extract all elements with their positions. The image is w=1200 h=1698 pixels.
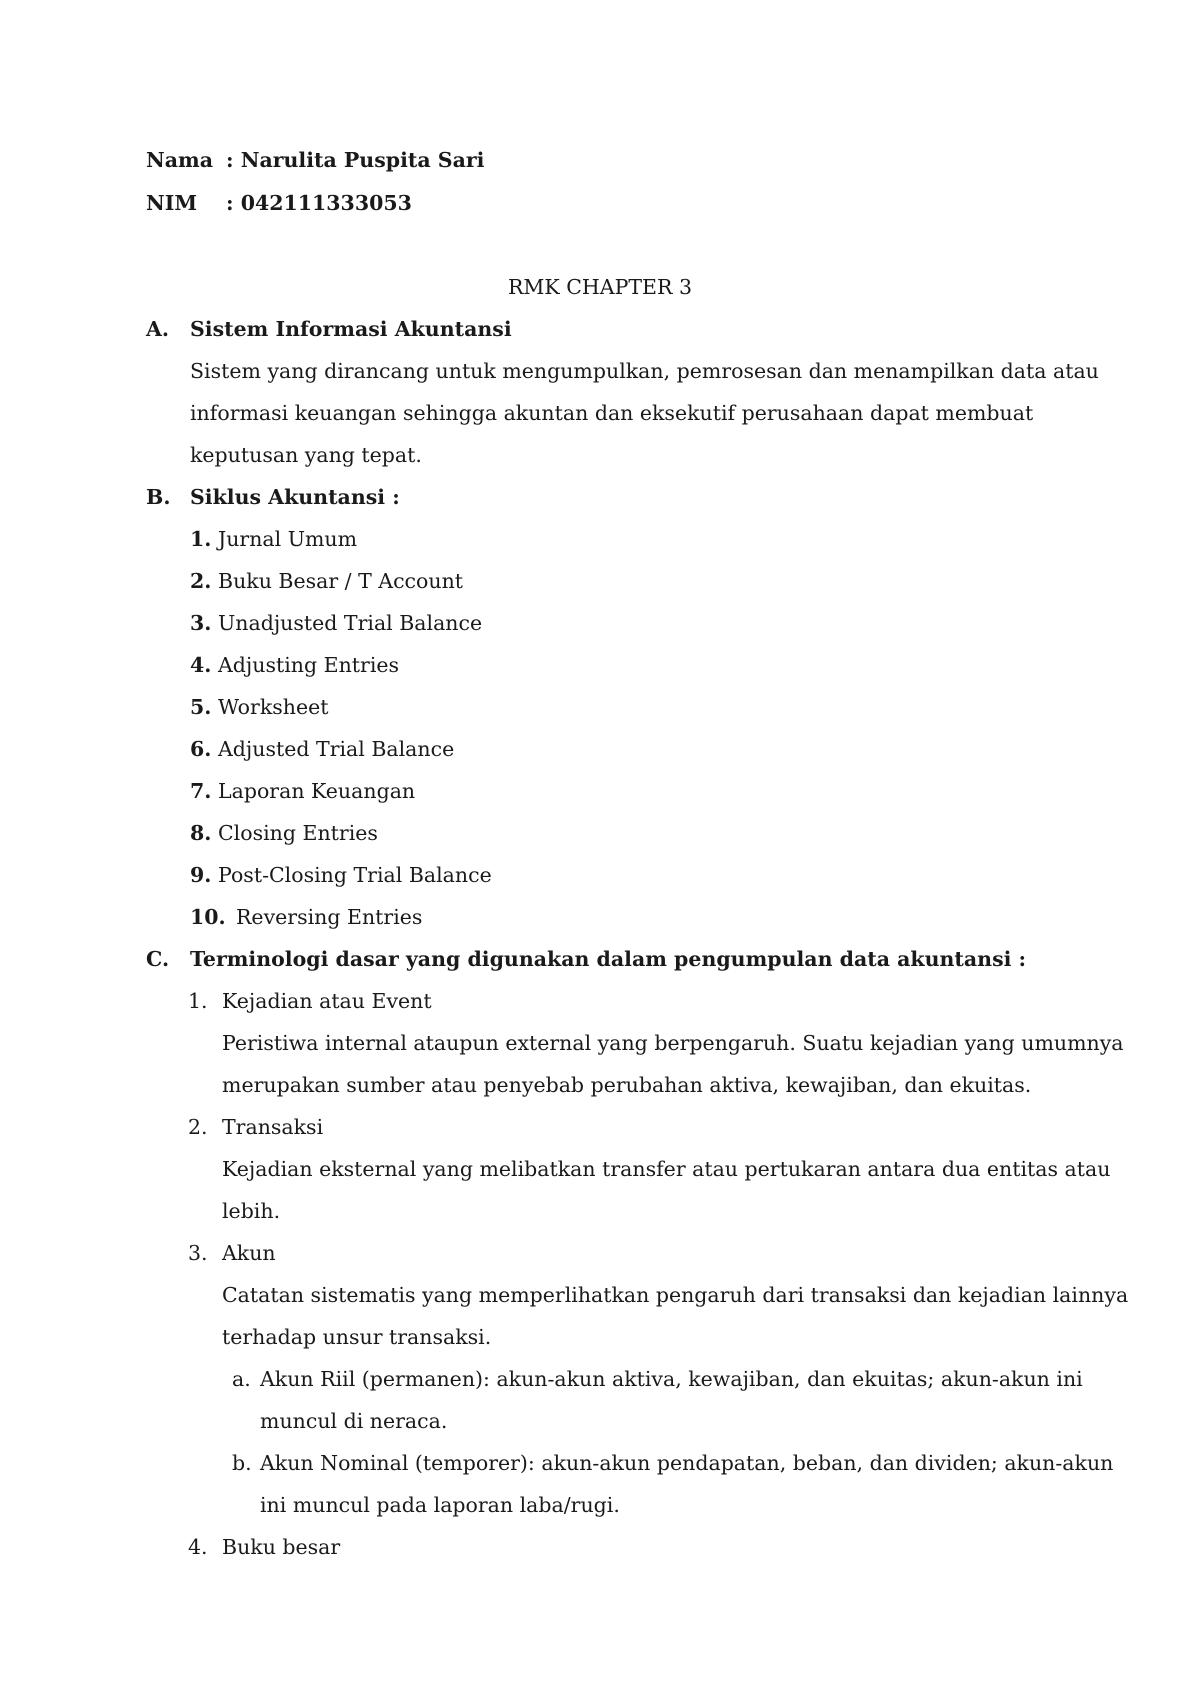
cycle-item-text: Post-Closing Trial Balance [218, 863, 492, 887]
term-title: Buku besar [222, 1535, 341, 1559]
page-title: RMK CHAPTER 3 [507, 275, 693, 299]
cycle-item-text: Jurnal Umum [218, 527, 358, 551]
term-title: Akun [222, 1241, 276, 1265]
subitem-line: Akun Riil (permanen): akun-akun aktiva, kewajiban, dan ekuitas; akun-akun ini [260, 1367, 1083, 1391]
cycle-item-number: 10. [190, 905, 226, 929]
term-number: 1. [188, 989, 208, 1013]
term-number: 2. [188, 1115, 208, 1139]
cycle-item-number: 8. [190, 821, 212, 845]
cycle-item-text: Laporan Keuangan [218, 779, 416, 803]
cycle-item-text: Reversing Entries [236, 905, 423, 929]
section-b-heading: Siklus Akuntansi : [190, 485, 400, 509]
section-b-marker: B. [146, 485, 171, 509]
subitem-line: muncul di neraca. [260, 1409, 448, 1433]
section-c-heading: Terminologi dasar yang digunakan dalam pengumpulan data akuntansi : [190, 947, 1027, 971]
nim-label: NIM [146, 191, 198, 215]
section-a-body-line: informasi keuangan sehingga akuntan dan eksekutif perusahaan dapat membuat [190, 401, 1034, 425]
term-body-line: Kejadian eksternal yang melibatkan transfer atau pertukaran antara dua entitas atau [222, 1157, 1111, 1181]
name-label: Nama [146, 148, 213, 172]
term-number: 4. [188, 1535, 208, 1559]
term-body-line: lebih. [222, 1199, 281, 1223]
term-body-line: Catatan sistematis yang memperlihatkan pengaruh dari transaksi dan kejadian lainnya [222, 1283, 1129, 1307]
cycle-item-number: 7. [190, 779, 212, 803]
cycle-item-number: 3. [190, 611, 212, 635]
cycle-item-number: 5. [190, 695, 212, 719]
subitem-line: ini muncul pada laporan laba/rugi. [260, 1493, 620, 1517]
cycle-item-text: Worksheet [218, 695, 329, 719]
nim-value: : 042111333053 [226, 191, 412, 215]
cycle-item-number: 1. [190, 527, 212, 551]
cycle-item-text: Unadjusted Trial Balance [218, 611, 483, 635]
section-c-marker: C. [146, 947, 170, 971]
cycle-item-text: Adjusted Trial Balance [218, 737, 455, 761]
cycle-item-number: 4. [190, 653, 212, 677]
term-body-line: Peristiwa internal ataupun external yang berpengaruh. Suatu kejadian yang umumnya [222, 1031, 1124, 1055]
cycle-item-number: 2. [190, 569, 212, 593]
cycle-item-text: Buku Besar / T Account [218, 569, 464, 593]
term-title: Transaksi [222, 1115, 324, 1139]
name-value: : Narulita Puspita Sari [226, 148, 485, 172]
cycle-item-text: Closing Entries [218, 821, 378, 845]
section-a-body-line: Sistem yang dirancang untuk mengumpulkan, pemrosesan dan menampilkan data atau [190, 359, 1099, 383]
section-a-body-line: keputusan yang tepat. [190, 443, 422, 467]
term-number: 3. [188, 1241, 208, 1265]
term-body-line: terhadap unsur transaksi. [222, 1325, 492, 1349]
term-title: Kejadian atau Event [222, 989, 432, 1013]
subitem-marker: a. [232, 1367, 251, 1391]
cycle-item-number: 6. [190, 737, 212, 761]
section-a-marker: A. [146, 317, 170, 341]
subitem-marker: b. [232, 1451, 252, 1475]
term-body-line: merupakan sumber atau penyebab perubahan aktiva, kewajiban, dan ekuitas. [222, 1073, 1032, 1097]
cycle-item-number: 9. [190, 863, 212, 887]
section-a-heading: Sistem Informasi Akuntansi [190, 317, 512, 341]
cycle-item-text: Adjusting Entries [218, 653, 400, 677]
subitem-line: Akun Nominal (temporer): akun-akun pendapatan, beban, dan dividen; akun-akun [260, 1451, 1114, 1475]
